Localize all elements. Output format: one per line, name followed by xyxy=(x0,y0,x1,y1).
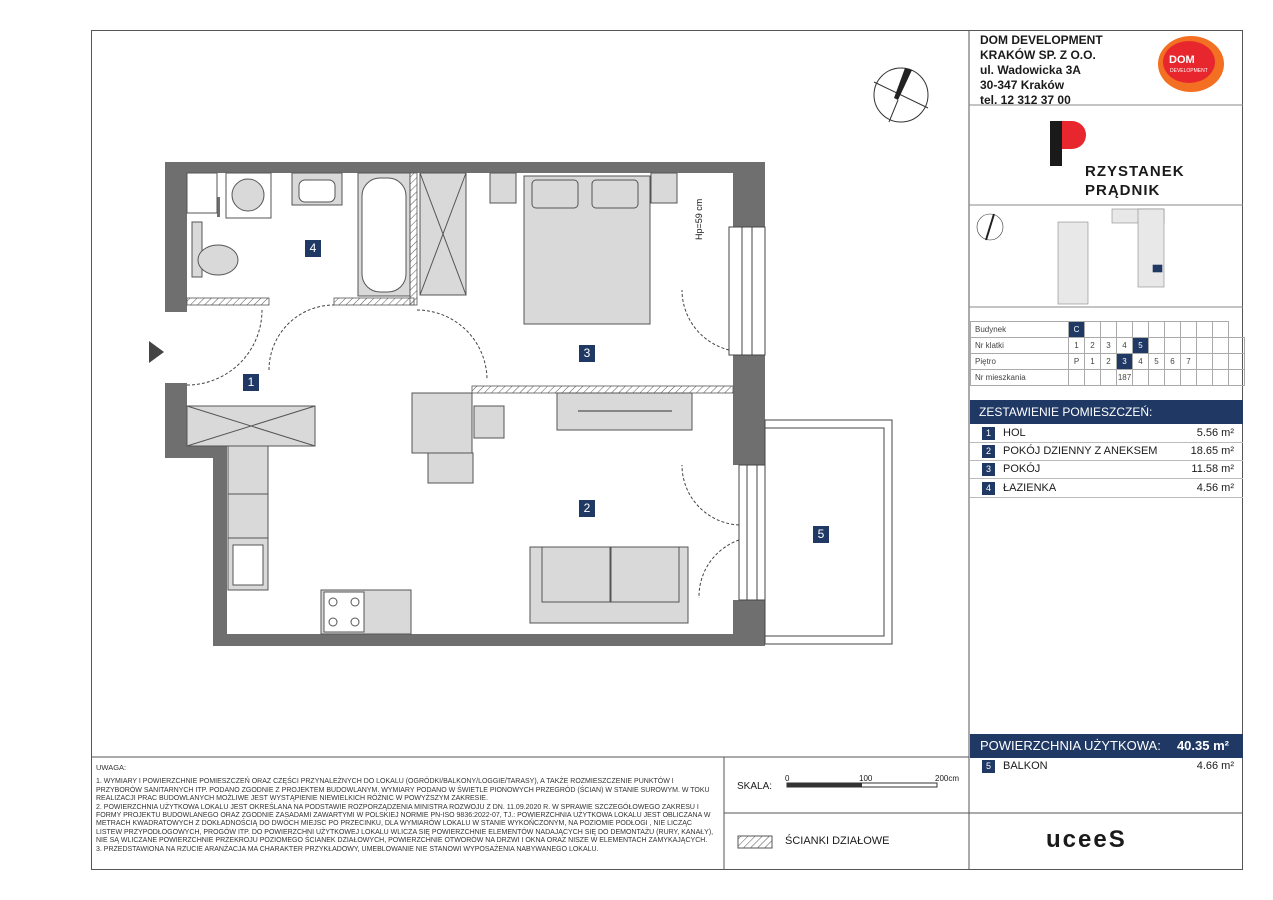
apartment-info-table xyxy=(970,321,1245,386)
balcony-area: 4.66 m² xyxy=(1196,760,1234,772)
room-name: ŁAZIENKA xyxy=(1003,482,1057,494)
company-city: 30-347 Kraków xyxy=(980,78,1065,92)
total-label: POWIERZCHNIA UŻYTKOWA: xyxy=(980,738,1161,753)
site-plan-icon xyxy=(977,209,1164,304)
brand-line-1: RZYSTANEK xyxy=(1085,163,1185,180)
notes-block xyxy=(96,764,716,854)
building-value: C xyxy=(1069,322,1085,338)
room-area: 5.56 m² xyxy=(1196,427,1234,439)
room-marker-4: 4 xyxy=(305,240,321,257)
company-name-1: DOM DEVELOPMENT xyxy=(980,33,1103,47)
staircase-cell: 3 xyxy=(1101,338,1117,354)
entrance-arrow-icon xyxy=(149,341,164,363)
dom-logo-subtext: DEVELOPMENT xyxy=(1170,68,1208,74)
furniture xyxy=(187,173,692,634)
floor-cell: 4 xyxy=(1133,354,1149,370)
total-value: 40.35 m² xyxy=(1176,738,1229,753)
room-number: 4 xyxy=(982,482,995,495)
floor-label: Piętro xyxy=(971,354,1069,370)
partition-legend-label: ŚCIANKI DZIAŁOWE xyxy=(785,835,890,847)
room-name: POKÓJ xyxy=(1003,463,1041,475)
room-marker-1: 1 xyxy=(243,374,259,391)
floor-cell: 2 xyxy=(1101,354,1117,370)
note-2: 2. POWIERZCHNIA UŻYTKOWA LOKALU JEST OKREŚLANA NA PODSTAWIE ROZPORZĄDZENIA MINISTRA ROZWOJU Z DN. 11.09.2020 R. W SPRAWIE SZCZEGÓŁOWEGO ZAKRESU I FORMY PROJEKTU BUDOWLANEGO ORAZ ZGODNIE ZASADAMI ZAWARTYMI W POLSKIEJ NORMIE PN-ISO 9836:2022-07, TJ.: POWIERZCHNIA UŻYTKOWA LOKALU JEST OBLICZANA W METRACH KWADRATOWYCH Z DOKŁADNOŚCIĄ DO DWÓCH MIEJSC PO PRZECINKU, DLA WYMIARÓW LOKALU W STANIE WYKOŃCZONYM, NA POZIOMIE PODŁOGI , NIE LICZĄC LISTEW PRZYPODŁOGOWYCH, PROGÓW ITP. DO POWIERZCHNI UŻYTKOWEJ LOKALU WLICZA SIĘ POWIERZCHNIE ELEMENTÓW NADAJĄCYCH SIĘ DO DEMONTAŻU (RURY, KANAŁY), NIE SĄ WLICZANE POWIERZCHNIE PRZEKROJU POZIOMEGO ŚCIANEK DZIAŁOWYCH, POWIERZCHNIE OTWORÓW NA DRZWI I OKNA ORAZ NISZE W ELEMENTACH ZAMYKAJĄCYCH. xyxy=(96,803,714,845)
company-street: ul. Wadowicka 3A xyxy=(980,63,1081,77)
room-row xyxy=(970,443,1243,461)
total-area-bar xyxy=(970,734,1243,758)
scale-tick: 0 xyxy=(785,774,790,783)
apartment-label: Nr mieszkania xyxy=(971,370,1069,386)
room-row xyxy=(970,480,1243,498)
staircase-cell: 2 xyxy=(1085,338,1101,354)
company-name-2: KRAKÓW SP. Z O.O. xyxy=(980,48,1096,62)
room-marker-2: 2 xyxy=(579,500,595,517)
dom-logo-text: DOM xyxy=(1169,54,1195,66)
balcony-number: 5 xyxy=(982,760,995,773)
floor-cell: 1 xyxy=(1085,354,1101,370)
room-number: 2 xyxy=(982,445,995,458)
brand-line-2: PRĄDNIK xyxy=(1085,182,1161,199)
building-label: Budynek xyxy=(971,322,1069,338)
note-1: 1. WYMIARY I POWIERZCHNIE POMIESZCZEŃ ORAZ CZĘŚCI PRZYNALEŻNYCH DO LOKALU (OGRÓDKI/BALKONY/LOGGIE/TARASY), A TAKŻE ROZMIESZCZENIE PUNKTÓW I PRZYBORÓW SANITARNYCH ITP. PODANO ZGODNIE Z PROJEKTEM BUDOWLANYM. WYMIARY PODANO W ŚWIETLE PIONOWYCH PRZEGRÓD (ŚCIAN) W STANIE SUROWYM. W TOKU REALIZACJI PRAC BUDOWLANYCH MOŻLIWE JEST WYSTĄPIENIE NIEWIELKICH RÓŻNIC W POWYŻSZYM ZAKRESIE. xyxy=(96,778,710,803)
scale-tick: 100 xyxy=(859,774,873,783)
floor-cell: 5 xyxy=(1149,354,1165,370)
room-marker-5: 5 xyxy=(813,526,829,543)
partition-legend-swatch xyxy=(738,836,772,848)
note-3: 3. PRZEDSTAWIONA NA RZUCIE ARANŻACJA MA CHARAKTER PRZYKŁADOWY, UMEBLOWANIE NIE STANOWI WYPOSAŻENIA NABYWANEGO LOKALU. xyxy=(96,845,599,853)
notes-heading: UWAGA: xyxy=(96,763,127,772)
staircase-cell: 1 xyxy=(1069,338,1085,354)
balcony-name: BALKON xyxy=(1003,760,1048,772)
uceeS-logo: uceeS xyxy=(1046,826,1127,853)
company-phone: tel. 12 312 37 00 xyxy=(980,93,1071,107)
staircase-cell-selected: 5 xyxy=(1133,338,1149,354)
staircase-label: Nr klatki xyxy=(971,338,1069,354)
room-marker-3: 3 xyxy=(579,345,595,362)
room-name: HOL xyxy=(1003,427,1026,439)
project-brand xyxy=(1047,120,1185,199)
room-area: 18.65 m² xyxy=(1190,445,1234,457)
balcony-row xyxy=(970,758,1243,776)
scale-tick: 200cm xyxy=(935,774,960,783)
room-row xyxy=(970,461,1243,479)
scale-bar xyxy=(787,783,937,787)
north-arrow-icon xyxy=(874,68,928,122)
rooms-heading: ZESTAWIENIE POMIESZCZEŃ: xyxy=(970,400,1243,424)
room-number: 3 xyxy=(982,463,995,476)
room-number: 1 xyxy=(982,427,995,440)
floor-cell: 6 xyxy=(1165,354,1181,370)
room-area: 4.56 m² xyxy=(1196,482,1234,494)
room-row xyxy=(970,425,1243,443)
floor-cell: 7 xyxy=(1181,354,1197,370)
floor-cell: P xyxy=(1069,354,1085,370)
scale-label: SKALA: xyxy=(737,781,773,792)
room-name: POKÓJ DZIENNY Z ANEKSEM xyxy=(1003,445,1158,457)
floor-cell-selected: 3 xyxy=(1117,354,1133,370)
window-height-label: Hp=59 cm xyxy=(694,198,704,240)
apartment-number: 187 xyxy=(1117,370,1133,386)
company-info xyxy=(980,33,1103,108)
staircase-cell: 4 xyxy=(1117,338,1133,354)
room-area: 11.58 m² xyxy=(1191,463,1234,475)
